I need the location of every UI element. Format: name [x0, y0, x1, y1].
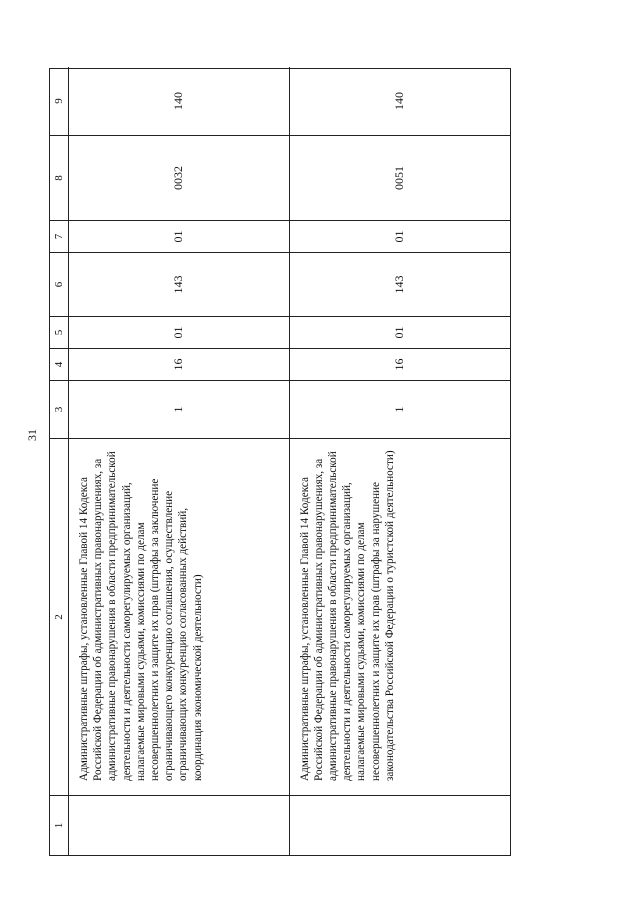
- row-2-col-8: 0051: [290, 135, 511, 220]
- row-1-col-7: 01: [69, 220, 290, 252]
- row-2-col-4: 16: [290, 348, 511, 380]
- header-col-2: 2: [50, 438, 69, 795]
- row-1-col-1: [69, 795, 290, 855]
- header-col-6: 6: [50, 252, 69, 316]
- budget-classification-table-wrapper: [49, 68, 511, 856]
- row-2-description: Административные штрафы, установленные Главой 14 Кодекса Российской Федерации об административных правонарушениях, за административные правонарушения в области предпринимательской деятельности и деятельности саморегулируемых организаций, налагаемые мировыми судьями, комиссиями по делам несовершеннолетних и защите их прав (штрафы за нарушение законодательства Российской Федерации о туристской деятельности): [290, 438, 511, 795]
- row-1-col-4: 16: [69, 348, 290, 380]
- header-col-9: 9: [50, 67, 69, 135]
- row-1-col-8: 0032: [69, 135, 290, 220]
- row-2-col-5: 01: [290, 316, 511, 348]
- row-2-col-3: 1: [290, 380, 511, 438]
- row-1-col-6: 143: [69, 252, 290, 316]
- row-1-col-9: 140: [69, 67, 290, 135]
- header-col-8: 8: [50, 135, 69, 220]
- header-col-4: 4: [50, 348, 69, 380]
- row-1-col-3: 1: [69, 380, 290, 438]
- page-number: 31: [25, 429, 39, 441]
- header-col-1: 1: [50, 795, 69, 855]
- row-2-col-6: 143: [290, 252, 511, 316]
- row-2-col-7: 01: [290, 220, 511, 252]
- row-2-col-1: [290, 795, 511, 855]
- row-1-description: Административные штрафы, установленные Главой 14 Кодекса Российской Федерации об административных правонарушениях, за административные правонарушения в области предпринимательской деятельности и деятельности саморегулируемых организаций, налагаемые мировыми судьями, комиссиями по делам несовершеннолетних и защите их прав (штрафы за заключение ограничивающего конкуренцию соглашения, осуществление ограничивающих конкуренцию согласованных действий, координация экономической деятельности): [69, 438, 290, 795]
- header-col-7: 7: [50, 220, 69, 252]
- header-col-5: 5: [50, 316, 69, 348]
- row-1-col-5: 01: [69, 316, 290, 348]
- row-2-col-9: 140: [392, 92, 407, 110]
- header-col-3: 3: [50, 380, 69, 438]
- budget-classification-table: [49, 68, 511, 856]
